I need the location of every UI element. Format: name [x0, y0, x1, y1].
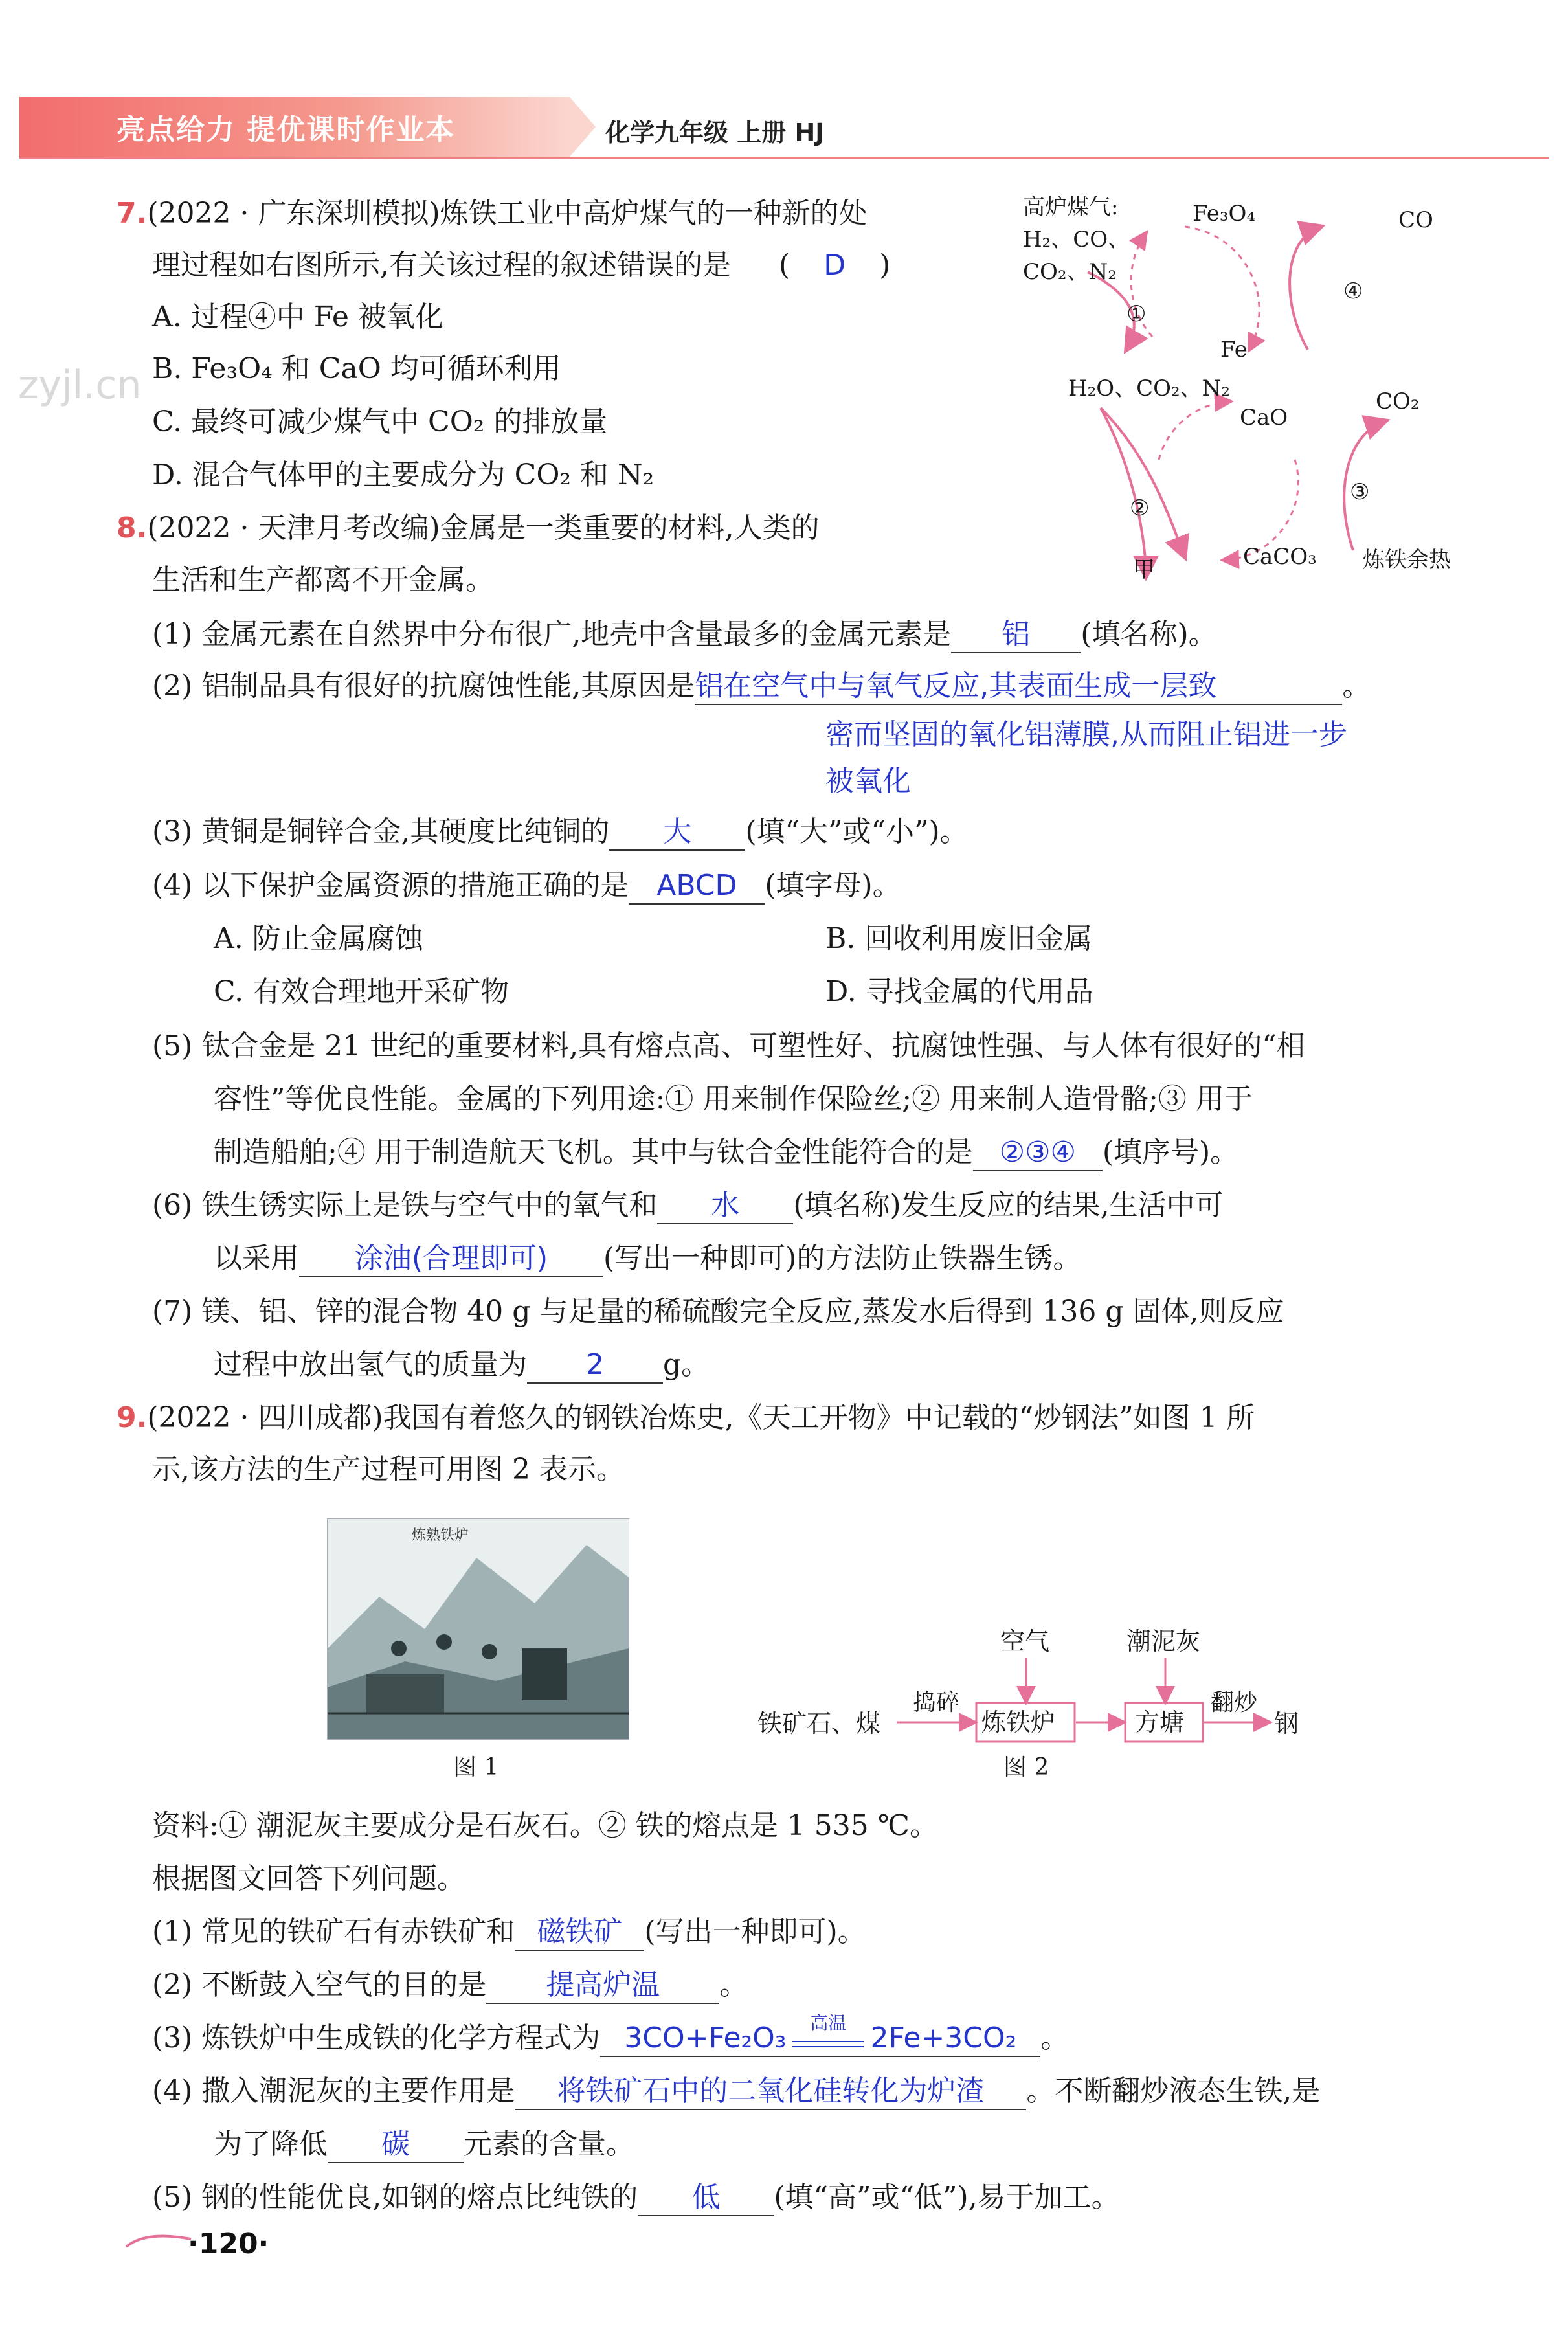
q8-p4-option-a: A. 防止金属腐蚀: [214, 922, 423, 955]
q8-p5-line2: 容性”等优良性能。金属的下列用途:① 用来制作保险丝;② 用来制人造骨骼;③ 用于: [214, 1083, 1253, 1116]
q9-p2-text: (2) 不断鼓入空气的目的是: [152, 1968, 487, 2001]
q7-option-c: C. 最终可减少煤气中 CO₂ 的排放量: [152, 405, 608, 438]
q9-p5-post: (填“高”或“低”),易于加工。: [774, 2181, 1120, 2214]
q8-p4-post: (填字母)。: [765, 869, 901, 902]
q8-p2-answer-3: 被氧化: [825, 765, 911, 798]
q9-p1-post: (写出一种即可)。: [644, 1915, 866, 1948]
q8-p5-text: 制造船舶;④ 用于制造航天飞机。其中与钛合金性能符合的是: [214, 1136, 973, 1169]
q9-p3-products: 2Fe+3CO₂: [870, 2021, 1017, 2054]
figure1-illustration: [327, 1518, 629, 1740]
q8-p2-end: 。: [1342, 669, 1371, 703]
q8-p3-post: (填“大”或“小”)。: [745, 815, 969, 848]
q8-p4-option-c: C. 有效合理地开采矿物: [214, 975, 510, 1008]
diagram-step2: ②: [1130, 495, 1150, 521]
q8-p1-text: (1) 金属元素在自然界中分布很广,地壳中含量最多的金属元素是: [152, 618, 952, 651]
q8-p2-answer-2: 密而坚固的氧化铝薄膜,从而阻止铝进一步: [825, 718, 1347, 751]
q7-stem: (2022 · 广东深圳模拟)炼铁工业中高炉煤气的一种新的处: [147, 197, 868, 230]
q9-p3-arrow: [792, 2012, 864, 2047]
q9-p3-post: 。: [1040, 2021, 1070, 2054]
q8-part1: [152, 615, 1217, 654]
diagram-heat: 炼铁余热: [1363, 547, 1451, 573]
q9-stem: (2022 · 四川成都)我国有着悠久的钢铁冶炼史,《天工开物》中记载的“炒钢法”如图 1 所: [147, 1401, 1255, 1434]
q8-p7-text: 过程中放出氢气的质量为: [214, 1348, 527, 1381]
diagram-gas-line2: H₂、CO、: [1023, 227, 1130, 253]
q8-p5-line1: (5) 钛合金是 21 世纪的重要材料,具有熔点高、可塑性好、抗腐蚀性强、与人体有很好的“相: [152, 1029, 1305, 1063]
diagram-step1: ①: [1126, 301, 1147, 327]
q8-p7-line2: [214, 1345, 710, 1384]
q7-answer: D: [823, 249, 846, 282]
page-number: ·120·: [188, 2227, 269, 2260]
q8-p6-text-2: 以采用: [214, 1242, 299, 1275]
q8-p7-line1: (7) 镁、铝、锌的混合物 40 g 与足量的稀硫酸完全反应,蒸发水后得到 136 g 固体,则反应: [152, 1295, 1284, 1328]
header-title: 亮点给力 提优课时作业本: [117, 113, 456, 146]
q8-line2: 生活和生产都离不开金属。: [152, 563, 494, 596]
flow-furnace: 炼铁炉: [981, 1708, 1056, 1737]
figure2-caption: 图 2: [1003, 1754, 1049, 1781]
q9-p5-answer: 低: [638, 2180, 774, 2216]
q8-p5-post: (填序号)。: [1102, 1136, 1239, 1169]
q9-p3-answer: [600, 2012, 1040, 2057]
q8-p1-answer: 铝: [951, 617, 1081, 653]
q9-part2: [152, 1966, 748, 2005]
q8-p6-line2: [214, 1239, 1081, 1278]
q8-p3-text: (3) 黄铜是铜锌合金,其硬度比纯铜的: [152, 815, 610, 848]
q9-info: 资料:① 潮泥灰主要成分是石灰石。② 铁的熔点是 1 535 ℃。: [152, 1809, 938, 1842]
q7-stem-2: 理过程如右图所示,有关该过程的叙述错误的是: [152, 249, 731, 282]
header-divider: [19, 157, 1549, 159]
q9-p3-reactants: 3CO+Fe₂O₃: [624, 2021, 787, 2054]
q9-p3-text: (3) 炼铁炉中生成铁的化学方程式为: [152, 2021, 601, 2054]
diagram-gas-title: 高炉煤气:: [1023, 194, 1119, 220]
figure1-title: 炼熟铁炉: [412, 1527, 469, 1544]
q9-p1-answer: 磁铁矿: [515, 1915, 644, 1951]
flow-pond: 方塘: [1135, 1708, 1185, 1737]
flow-stir: 翻炒: [1211, 1689, 1258, 1716]
q8-p7-post: g。: [663, 1348, 710, 1381]
q9-p4-post: 。不断翻炒液态生铁,是: [1026, 2075, 1321, 2108]
q8-p6-mid: (填名称)发生反应的结果,生活中可: [793, 1189, 1224, 1222]
q9-line2: 示,该方法的生产过程可用图 2 表示。: [152, 1453, 625, 1486]
q8-p5-answer: ②③④: [973, 1135, 1103, 1171]
diagram-jia: 甲: [1133, 557, 1155, 583]
q9-p2-answer: 提高炉温: [486, 1968, 719, 2004]
flow-air: 空气: [1000, 1627, 1050, 1656]
q8-p2-text: (2) 铝制品具有很好的抗腐蚀性能,其原因是: [152, 669, 695, 703]
q9-p4-post-2: 元素的含量。: [464, 2128, 634, 2161]
q9-number: 9.: [117, 1401, 148, 1434]
q8-p3-answer: 大: [609, 815, 745, 851]
q8-p6-text: (6) 铁生锈实际上是铁与空气中的氧气和: [152, 1189, 658, 1222]
figure1-caption: 图 1: [453, 1754, 499, 1781]
q8-part3: [152, 813, 969, 851]
q9-p4-answer-2: 碳: [328, 2127, 464, 2163]
q8-p6-line1: [152, 1186, 1224, 1225]
q9-p4-answer: 将铁矿石中的二氧化硅转化为炉渣: [515, 2074, 1026, 2110]
q8-part2: [152, 667, 1371, 706]
q9-part5: [152, 2178, 1120, 2217]
diagram-fe: Fe: [1220, 337, 1248, 363]
q8-p4-text: (4) 以下保护金属资源的措施正确的是: [152, 869, 629, 902]
header-subtitle: 化学九年级 上册 HJ: [605, 118, 825, 147]
q8-part4: [152, 866, 901, 905]
q8-p1-post: (填名称)。: [1081, 618, 1217, 651]
diagram-fe3o4: Fe₃O₄: [1193, 201, 1255, 227]
q8-p6-post: (写出一种即可)的方法防止铁器生锈。: [603, 1242, 1082, 1275]
q8-stem: (2022 · 天津月考改编)金属是一类重要的材料,人类的: [147, 512, 820, 545]
q9-p5-text: (5) 钢的性能优良,如钢的熔点比纯铁的: [152, 2181, 638, 2214]
q8-p4-answer: ABCD: [629, 868, 765, 905]
diagram-co: CO: [1398, 207, 1433, 233]
diagram-step3: ③: [1350, 479, 1370, 505]
q9-part1: [152, 1913, 866, 1952]
q7-line1: [117, 194, 868, 233]
q7-option-d: D. 混合气体甲的主要成分为 CO₂ 和 N₂: [152, 458, 655, 491]
q7-number: 7.: [117, 197, 148, 230]
diagram-gas-line3: CO₂、N₂: [1023, 259, 1117, 285]
flow-ore: 铁矿石、煤: [757, 1709, 881, 1738]
q9-part3: [152, 2012, 1070, 2058]
q9-part4-line2: [214, 2125, 634, 2164]
flow-ash: 潮泥灰: [1126, 1627, 1201, 1656]
q9-p1-text: (1) 常见的铁矿石有赤铁矿和: [152, 1915, 515, 1948]
q9-p3-condition: 高温: [810, 2012, 847, 2034]
diagram-co2: CO₂: [1376, 388, 1420, 414]
q8-p5-line3: [214, 1133, 1238, 1172]
process-diagram: [1023, 188, 1515, 589]
watermark: zyjl.cn: [18, 363, 142, 408]
q8-line1: [117, 509, 820, 548]
flow-crush: 捣碎: [913, 1689, 960, 1716]
q9-line1: [117, 1399, 1255, 1437]
q8-p6-answer-1: 水: [657, 1188, 793, 1224]
q9-p2-post: 。: [719, 1968, 748, 2001]
footer-swoosh: [120, 2227, 197, 2253]
q8-p4-option-b: B. 回收利用废旧金属: [825, 922, 1093, 955]
flow-steel: 钢: [1274, 1709, 1299, 1738]
q9-p4-text-2: 为了降低: [214, 2128, 328, 2161]
q9-p4-text: (4) 撒入潮泥灰的主要作用是: [152, 2075, 515, 2108]
q8-p6-answer-2: 涂油(合理即可): [299, 1241, 603, 1277]
diagram-step4: ④: [1343, 278, 1363, 304]
q9-part4: [152, 2072, 1320, 2111]
q8-number: 8.: [117, 512, 148, 545]
diagram-mixture: H₂O、CO₂、N₂: [1068, 376, 1231, 401]
q9-instruction: 根据图文回答下列问题。: [152, 1862, 465, 1895]
q8-p7-answer: 2: [527, 1347, 663, 1384]
q8-p4-option-d: D. 寻找金属的代用品: [825, 975, 1093, 1008]
diagram-cao: CaO: [1240, 405, 1288, 431]
q7-option-a: A. 过程④中 Fe 被氧化: [152, 300, 443, 333]
q7-option-b: B. Fe₃O₄ 和 CaO 均可循环利用: [152, 352, 561, 385]
q8-p2-answer-1: 铝在空气中与氧气反应,其表面生成一层致: [695, 669, 1342, 705]
q7-line2: 理过程如右图所示,有关该过程的叙述错误的是 ( D ): [152, 246, 890, 285]
figure1-drawing: [328, 1519, 629, 1739]
diagram-caco3: CaCO₃: [1243, 544, 1317, 570]
